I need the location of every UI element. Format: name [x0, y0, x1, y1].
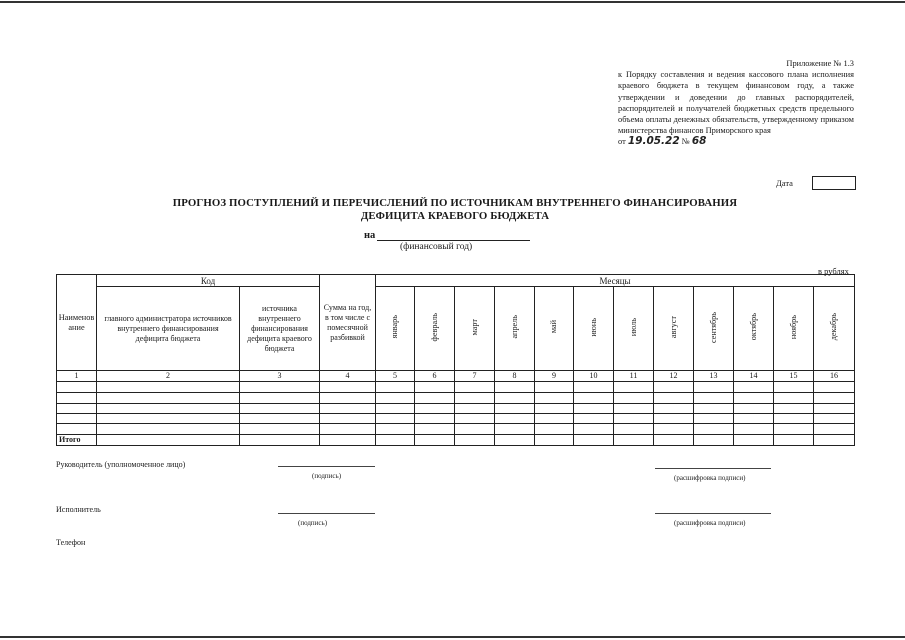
head-decode-caption: (расшифровка подписи)	[674, 474, 746, 482]
executor-decode-caption: (расшифровка подписи)	[674, 519, 746, 527]
table-cell[interactable]	[614, 404, 654, 414]
table-cell[interactable]	[814, 382, 855, 393]
table-cell[interactable]	[734, 393, 774, 404]
col-number: 12	[654, 371, 694, 382]
table-cell[interactable]	[614, 382, 654, 393]
month-header	[734, 287, 774, 371]
table-cell[interactable]	[455, 382, 495, 393]
data-row-3	[57, 404, 855, 414]
table-cell[interactable]	[376, 382, 415, 393]
executor-signature-field[interactable]	[278, 513, 375, 514]
phone-label: Телефон	[56, 538, 86, 547]
order-prefix: от	[618, 137, 626, 147]
code-source-header: источника внутреннего финансирования дефицита краевого бюджета	[240, 287, 320, 371]
month-header	[574, 287, 614, 371]
table-cell[interactable]	[694, 382, 734, 393]
date-field[interactable]	[812, 176, 856, 190]
table-cell[interactable]	[415, 393, 455, 404]
table-cell[interactable]	[57, 382, 97, 393]
month-label: ноябрь	[788, 314, 798, 340]
col-number: 16	[814, 371, 855, 382]
month-header	[614, 287, 654, 371]
col-number: 3	[240, 371, 320, 382]
col-number: 11	[614, 371, 654, 382]
total-cell[interactable]	[455, 435, 495, 446]
month-label: август	[668, 315, 678, 339]
months-row	[57, 287, 855, 371]
table-cell[interactable]	[574, 393, 614, 404]
month-label: июнь	[588, 317, 598, 337]
table-cell[interactable]	[376, 414, 415, 424]
table-cell[interactable]	[57, 414, 97, 424]
table-cell[interactable]	[694, 424, 734, 435]
forecast-table	[56, 274, 855, 446]
month-header	[415, 287, 455, 371]
name-header: Наименование	[57, 275, 97, 371]
fin-year-caption: (финансовый год)	[400, 242, 473, 252]
table-cell[interactable]	[240, 382, 320, 393]
table-cell[interactable]	[734, 424, 774, 435]
table-cell[interactable]	[694, 404, 734, 414]
col-number: 6	[415, 371, 455, 382]
months-header: Месяцы	[376, 275, 855, 287]
na-label: на	[364, 230, 376, 241]
table-cell[interactable]	[614, 393, 654, 404]
table-cell[interactable]	[814, 414, 855, 424]
data-row-2	[57, 393, 855, 404]
table-cell[interactable]	[774, 382, 814, 393]
head-decode-field[interactable]	[655, 468, 771, 469]
table-cell[interactable]	[614, 424, 654, 435]
table-cell[interactable]	[535, 393, 574, 404]
table-cell[interactable]	[97, 424, 240, 435]
table-cell[interactable]	[535, 424, 574, 435]
table-cell[interactable]	[654, 393, 694, 404]
table-cell[interactable]	[57, 424, 97, 435]
table-cell[interactable]	[415, 404, 455, 414]
col-numbers-row	[57, 371, 855, 382]
table-cell[interactable]	[574, 414, 614, 424]
table-cell[interactable]	[734, 414, 774, 424]
table-cell[interactable]	[97, 393, 240, 404]
data-row-1	[57, 382, 855, 393]
code-admin-header: главного администратора источников внутреннего финансирования дефицита бюджета	[97, 287, 240, 371]
table-cell[interactable]	[654, 414, 694, 424]
month-header	[774, 287, 814, 371]
table-cell[interactable]	[455, 404, 495, 414]
head-signature-field[interactable]	[278, 466, 375, 467]
total-cell[interactable]	[320, 435, 376, 446]
total-row	[57, 435, 855, 446]
table-cell[interactable]	[376, 393, 415, 404]
table-cell[interactable]	[535, 404, 574, 414]
month-header	[814, 287, 855, 371]
table-cell[interactable]	[97, 382, 240, 393]
head-signature-caption: (подпись)	[312, 472, 342, 480]
month-header	[535, 287, 574, 371]
total-cell[interactable]	[240, 435, 320, 446]
top-scan-edge	[0, 1, 905, 3]
table-cell[interactable]	[654, 424, 694, 435]
table-cell[interactable]	[320, 414, 376, 424]
table-cell[interactable]	[495, 404, 535, 414]
month-label: февраль	[429, 312, 439, 342]
order-line	[618, 136, 854, 147]
table-cell[interactable]	[495, 382, 535, 393]
table-cell[interactable]	[320, 404, 376, 414]
month-label: апрель	[509, 315, 519, 339]
code-header: Код	[97, 275, 320, 287]
total-cell[interactable]	[614, 435, 654, 446]
total-cell[interactable]	[654, 435, 694, 446]
table-cell[interactable]	[495, 414, 535, 424]
total-cell[interactable]	[814, 435, 855, 446]
table-cell[interactable]	[774, 424, 814, 435]
executor-label: Исполнитель	[56, 505, 101, 514]
form-title: ПРОГНОЗ ПОСТУПЛЕНИЙ И ПЕРЕЧИСЛЕНИЙ ПО ИСТОЧНИКАМ ВНУТРЕННЕГО ФИНАНСИРОВАНИЯ ДЕФИЦИТА КРАЕВОГО БЮДЖЕТА	[172, 197, 738, 222]
col-number: 1	[57, 371, 97, 382]
total-cell[interactable]	[535, 435, 574, 446]
month-label: октябрь	[748, 313, 758, 341]
table-cell[interactable]	[814, 424, 855, 435]
table-cell[interactable]	[654, 382, 694, 393]
order-number: 68	[691, 135, 707, 148]
table-cell[interactable]	[57, 393, 97, 404]
total-cell[interactable]	[97, 435, 240, 446]
appendix-block	[618, 58, 854, 148]
total-cell[interactable]	[774, 435, 814, 446]
data-row-4	[57, 414, 855, 424]
head-label: Руководитель (уполномоченное лицо)	[56, 460, 186, 469]
table-cell[interactable]	[574, 424, 614, 435]
col-number: 8	[495, 371, 535, 382]
date-label: Дата	[776, 178, 793, 188]
table-cell[interactable]	[240, 393, 320, 404]
month-label: сентябрь	[708, 311, 718, 343]
table-cell[interactable]	[495, 424, 535, 435]
table-cell[interactable]	[495, 393, 535, 404]
col-number: 14	[734, 371, 774, 382]
col-number: 10	[574, 371, 614, 382]
table-cell[interactable]	[320, 393, 376, 404]
month-label: март	[469, 318, 479, 336]
total-cell[interactable]	[574, 435, 614, 446]
col-number: 15	[774, 371, 814, 382]
month-header	[376, 287, 415, 371]
table-cell[interactable]	[574, 382, 614, 393]
table-cell[interactable]	[240, 414, 320, 424]
total-cell[interactable]	[734, 435, 774, 446]
table-cell[interactable]	[376, 404, 415, 414]
table-cell[interactable]	[814, 393, 855, 404]
table-cell[interactable]	[774, 404, 814, 414]
table-cell[interactable]	[240, 424, 320, 435]
table-cell[interactable]	[415, 382, 455, 393]
month-header	[455, 287, 495, 371]
table-cell[interactable]	[535, 414, 574, 424]
bottom-scan-edge	[0, 636, 905, 638]
sum-header: Сумма на год, в том числе с помесячной разбивкой	[320, 275, 376, 371]
total-cell[interactable]	[376, 435, 415, 446]
total-label: Итого	[57, 435, 97, 446]
table-cell[interactable]	[774, 393, 814, 404]
table-cell[interactable]	[455, 393, 495, 404]
table-cell[interactable]	[774, 414, 814, 424]
data-row-5	[57, 424, 855, 435]
table-cell[interactable]	[57, 404, 97, 414]
col-number: 9	[535, 371, 574, 382]
order-no-label: №	[681, 137, 690, 147]
table-cell[interactable]	[415, 414, 455, 424]
table-cell[interactable]	[97, 414, 240, 424]
executor-signature-caption: (подпись)	[298, 519, 328, 527]
total-cell[interactable]	[495, 435, 535, 446]
col-number: 13	[694, 371, 734, 382]
total-cell[interactable]	[415, 435, 455, 446]
executor-decode-field[interactable]	[655, 513, 771, 514]
table-cell[interactable]	[320, 382, 376, 393]
table-cell[interactable]	[734, 404, 774, 414]
col-number: 4	[320, 371, 376, 382]
col-number: 2	[97, 371, 240, 382]
units-label: в рублях	[818, 266, 849, 276]
table-cell[interactable]	[240, 404, 320, 414]
table-cell[interactable]	[734, 382, 774, 393]
month-label: июль	[628, 317, 638, 337]
appendix-body: к Порядку составления и ведения кассового плана исполнения краевого бюджета в текущем финансовом году, а также утверждении и доведении до главных распорядителей, распорядителей и получателей бюджетных средств предельного объема оплаты денежных обязательств, утвержденному приказом министерства финансов Приморского края	[618, 70, 854, 136]
month-label: май	[549, 320, 558, 334]
table-cell[interactable]	[376, 424, 415, 435]
total-cell[interactable]	[694, 435, 734, 446]
month-label: декабрь	[829, 313, 839, 341]
table-cell[interactable]	[654, 404, 694, 414]
col-number: 5	[376, 371, 415, 382]
order-date: 19.05.22	[627, 135, 680, 148]
month-header	[495, 287, 535, 371]
table-cell[interactable]	[694, 393, 734, 404]
table-cell[interactable]	[614, 414, 654, 424]
col-number: 7	[455, 371, 495, 382]
month-header	[694, 287, 734, 371]
table-cell[interactable]	[694, 414, 734, 424]
month-label: январь	[390, 315, 399, 339]
table-cell[interactable]	[415, 424, 455, 435]
table-cell[interactable]	[814, 404, 855, 414]
table-cell[interactable]	[535, 382, 574, 393]
month-header	[654, 287, 694, 371]
table-cell[interactable]	[455, 424, 495, 435]
table-cell[interactable]	[455, 414, 495, 424]
table-cell[interactable]	[97, 404, 240, 414]
table-cell[interactable]	[320, 424, 376, 435]
table-cell[interactable]	[574, 404, 614, 414]
appendix-title: Приложение № 1.3	[786, 59, 854, 68]
fin-year-field[interactable]	[377, 240, 530, 241]
